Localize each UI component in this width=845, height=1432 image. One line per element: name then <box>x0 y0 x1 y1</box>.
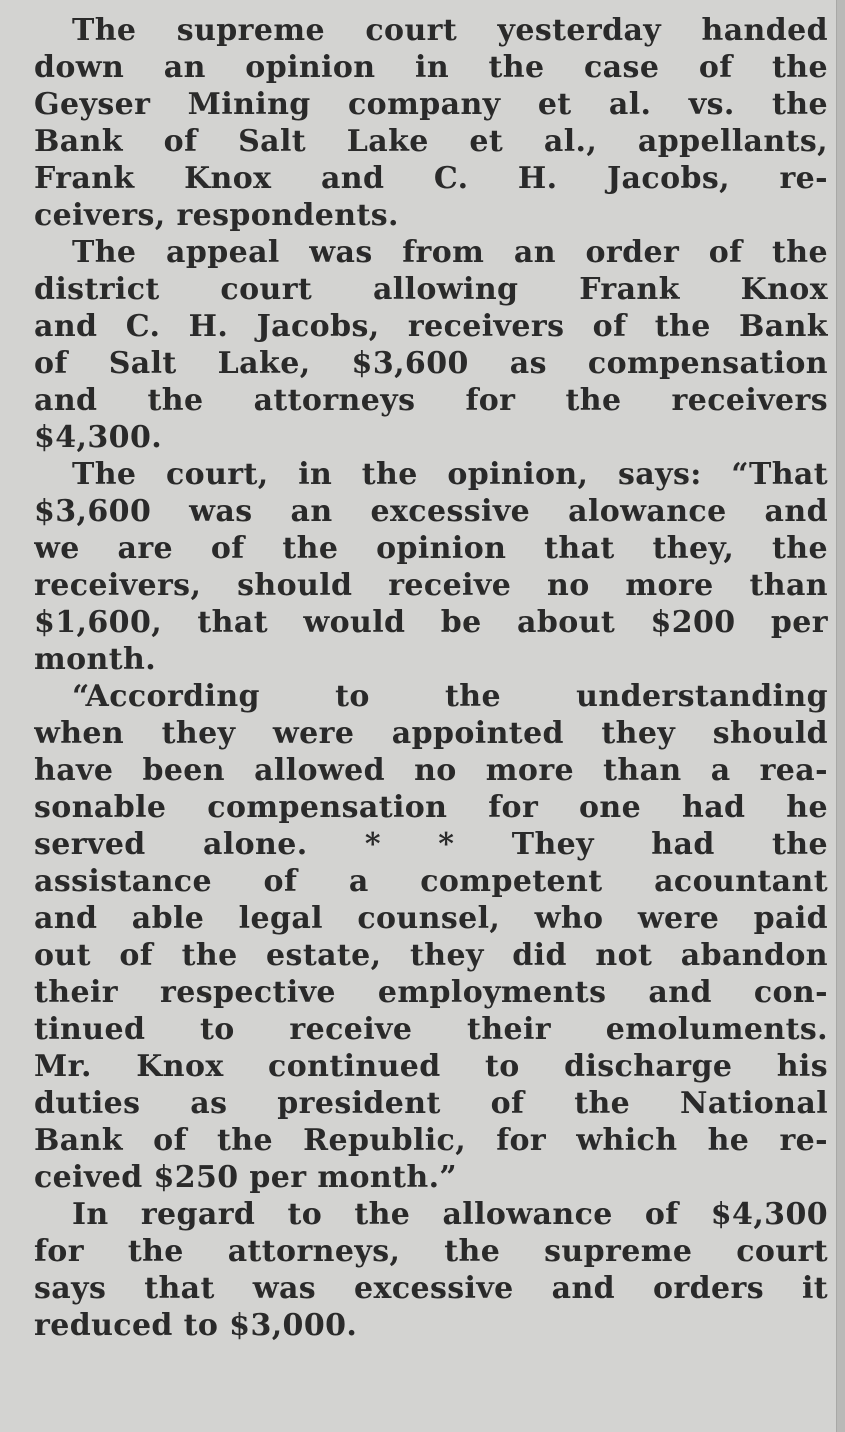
text-line: duties as president of the National <box>34 1086 828 1121</box>
text-line: have been allowed no more than a rea- <box>34 753 828 788</box>
text-line: and the attorneys for the receivers <box>34 383 828 418</box>
text-line: assistance of a competent acountant <box>34 864 828 899</box>
paragraph-1 <box>34 12 828 234</box>
paragraph-3 <box>34 456 828 678</box>
text-line: we are of the opinion that they, the <box>34 531 828 566</box>
text-line: and able legal counsel, who were paid <box>34 901 828 936</box>
text-line: Bank of the Republic, for which he re- <box>34 1123 828 1158</box>
text-line: The appeal was from an order of the <box>72 235 828 270</box>
text-line: month. <box>34 642 157 677</box>
text-line: down an opinion in the case of the <box>34 50 828 85</box>
paragraph-5 <box>34 1196 828 1344</box>
paragraph-4 <box>34 678 828 1196</box>
text-line: ceivers, respondents. <box>34 198 399 233</box>
text-line: when they were appointed they should <box>34 716 828 751</box>
text-line: for the attorneys, the supreme court <box>34 1234 828 1269</box>
text-line: The court, in the opinion, says: “That <box>72 457 828 492</box>
clipping-edge <box>836 0 845 1432</box>
text-line: receivers, should receive no more than <box>34 568 828 603</box>
text-line: reduced to $3,000. <box>34 1308 358 1343</box>
text-line: Bank of Salt Lake et al., appellants, <box>34 124 828 159</box>
text-line: $1,600, that would be about $200 per <box>34 605 828 640</box>
paragraph-2 <box>34 234 828 456</box>
text-line: and C. H. Jacobs, receivers of the Bank <box>34 309 828 344</box>
text-line: their respective employments and con- <box>34 975 828 1010</box>
text-line: district court allowing Frank Knox <box>34 272 828 307</box>
text-line: tinued to receive their emoluments. <box>34 1012 828 1047</box>
text-line: “According to the understanding <box>72 679 828 714</box>
article-body <box>34 12 828 1344</box>
text-line: out of the estate, they did not abandon <box>34 938 828 973</box>
text-line: $4,300. <box>34 420 163 455</box>
text-line: Frank Knox and C. H. Jacobs, re- <box>34 161 828 196</box>
text-line: ceived $250 per month.” <box>34 1160 458 1195</box>
text-line: In regard to the allowance of $4,300 <box>72 1197 828 1232</box>
text-line: says that was excessive and orders it <box>34 1271 828 1306</box>
text-line: Geyser Mining company et al. vs. the <box>34 87 828 122</box>
text-line: sonable compensation for one had he <box>34 790 828 825</box>
text-line: $3,600 was an excessive alowance and <box>34 494 828 529</box>
text-line: The supreme court yesterday handed <box>72 13 828 48</box>
text-line: Mr. Knox continued to discharge his <box>34 1049 828 1084</box>
text-line: served alone. * * They had the <box>34 827 828 862</box>
text-line: of Salt Lake, $3,600 as compensation <box>34 346 828 381</box>
